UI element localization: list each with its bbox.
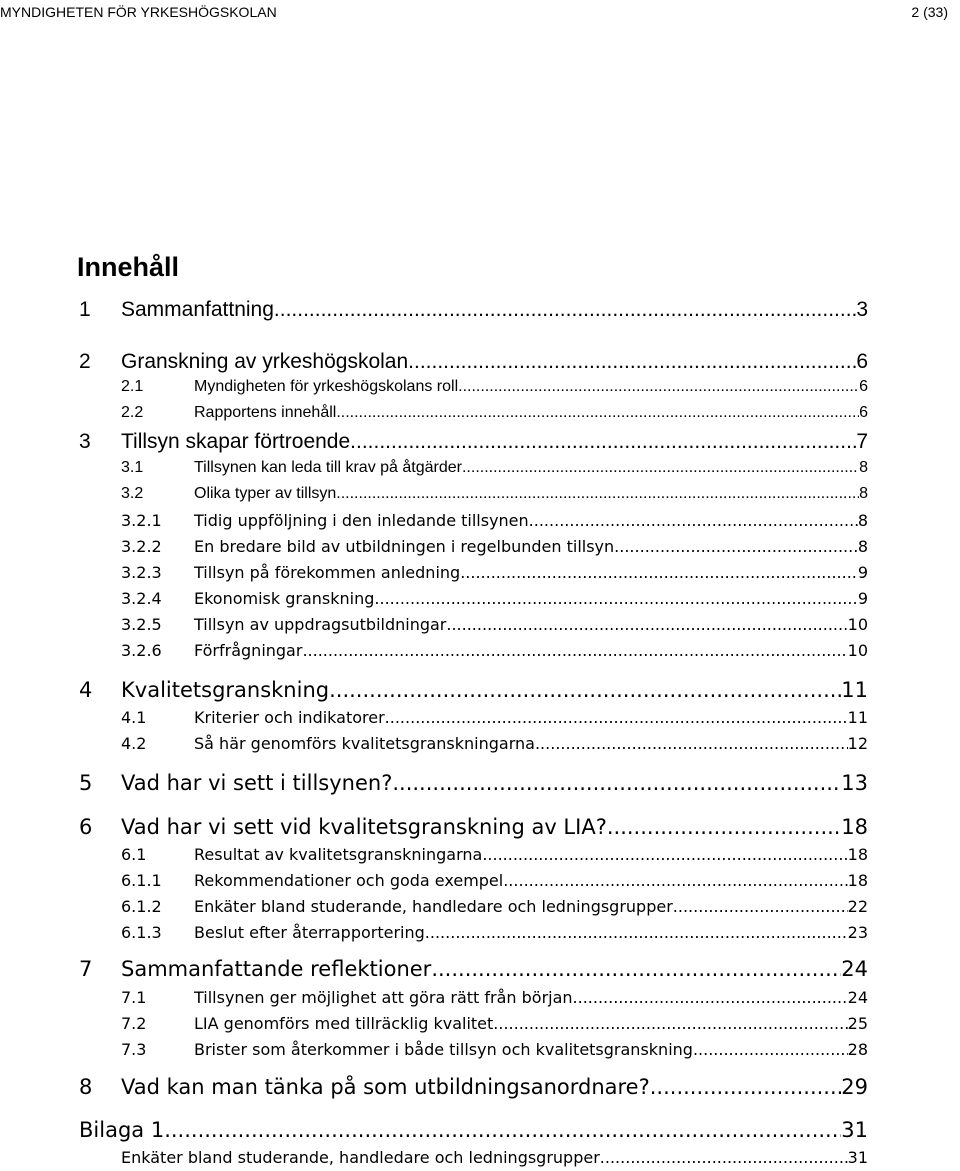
toc-entry-label: LIA genomförs med tillräcklig kvalitet: [194, 1014, 494, 1033]
toc-entry-page: 6: [859, 378, 868, 395]
toc-dot-leader: [482, 845, 847, 864]
toc-entry[interactable]: [0, 815, 960, 843]
toc-entry[interactable]: [0, 1118, 960, 1146]
toc-dot-leader: [431, 957, 841, 981]
toc-entry-page: 18: [847, 845, 868, 864]
toc-dot-leader: [600, 1148, 848, 1167]
toc-entry[interactable]: [0, 1148, 960, 1170]
toc-entry-number: 2.1: [121, 378, 144, 395]
toc-entry[interactable]: [0, 871, 960, 893]
toc-entry-page: 9: [857, 563, 868, 582]
toc-entry-number: 7: [79, 957, 93, 981]
toc-entry[interactable]: [0, 404, 960, 426]
toc-dot-leader: [446, 615, 847, 634]
toc-entry-page: 6: [856, 350, 868, 373]
toc-entry-page: 18: [847, 871, 868, 890]
toc-entry-label: Kriterier och indikatorer: [194, 708, 385, 727]
toc-dot-leader: [503, 871, 847, 890]
toc-dot-leader: [329, 678, 841, 702]
toc-entry-number: 5: [79, 771, 93, 795]
toc-entry-page: 8: [857, 511, 868, 530]
toc-entry[interactable]: [0, 563, 960, 585]
toc-entry-label: Tillsynen kan leda till krav på åtgärder: [194, 459, 462, 476]
toc-dot-leader: [460, 563, 858, 582]
toc-entry-page: 3: [856, 298, 868, 321]
toc-dot-leader: [573, 988, 848, 1007]
toc-entry[interactable]: [0, 988, 960, 1010]
toc-entry-label: Enkäter bland studerande, handledare och ledningsgrupper: [121, 1148, 600, 1167]
toc-entry[interactable]: [0, 771, 960, 799]
toc-entry-number: 1: [79, 298, 91, 321]
toc-entry-label: Förfrågningar: [194, 641, 303, 660]
toc-entry[interactable]: [0, 708, 960, 730]
toc-entry-page: 24: [841, 957, 868, 981]
toc-entry-label: Resultat av kvalitetsgranskningarna: [194, 845, 483, 864]
toc-dot-leader: [535, 734, 848, 753]
toc-entry-label: Enkäter bland studerande, handledare och ledningsgrupper: [194, 897, 673, 916]
toc-entry-number: 3: [79, 430, 91, 453]
toc-entry-number: 3.2.4: [121, 589, 162, 608]
toc-entry-page: 29: [841, 1075, 868, 1099]
toc-entry-number: 7.3: [121, 1040, 147, 1059]
toc-title: Innehåll: [77, 252, 180, 282]
toc-entry[interactable]: [0, 678, 960, 706]
toc-dot-leader: [614, 537, 858, 556]
toc-entry-page: 18: [841, 815, 868, 839]
toc-dot-leader: [458, 378, 859, 396]
toc-dot-leader: [650, 1075, 842, 1099]
toc-dot-leader: [336, 485, 859, 503]
toc-entry[interactable]: [0, 511, 960, 533]
toc-entry-page: 24: [847, 988, 868, 1007]
toc-entry-label: Sammanfattning: [121, 298, 274, 321]
toc-dot-leader: [302, 641, 847, 660]
toc-entry-label: Vad har vi sett i tillsynen?: [121, 771, 393, 795]
toc-entry-number: 7.1: [121, 988, 147, 1007]
toc-entry[interactable]: [0, 350, 960, 378]
toc-entry-number: 4.2: [121, 734, 147, 753]
toc-entry-label: Rekommendationer och goda exempel: [194, 871, 504, 890]
toc-entry-label: Vad har vi sett vid kvalitetsgranskning av LIA?: [121, 815, 607, 839]
toc-entry-label: Tillsyn på förekommen anledning: [194, 563, 461, 582]
toc-entry-number: 3.2.6: [121, 641, 162, 660]
toc-entry-label: Ekonomisk granskning: [194, 589, 375, 608]
toc-dot-leader: [607, 815, 841, 839]
toc-entry-label: Olika typer av tillsyn: [194, 485, 337, 502]
toc-entry-number: 6.1.3: [121, 923, 162, 942]
toc-entry-label: Granskning av yrkeshögskolan: [121, 350, 409, 373]
toc-entry-page: 31: [841, 1118, 868, 1142]
toc-entry[interactable]: [0, 923, 960, 945]
toc-entry-number: 6.1.1: [121, 871, 162, 890]
toc-entry-label: Vad kan man tänka på som utbildningsanordnare?: [121, 1075, 650, 1099]
toc-entry[interactable]: [0, 298, 960, 326]
toc-entry-number: 2.2: [121, 404, 144, 421]
toc-entry-page: 10: [847, 641, 868, 660]
toc-dot-leader: [385, 708, 848, 727]
toc-entry-label: Tidig uppföljning i den inledande tillsynen: [194, 511, 529, 530]
toc-entry[interactable]: [0, 1075, 960, 1103]
toc-entry[interactable]: [0, 1014, 960, 1036]
toc-entry-number: 6.1: [121, 845, 147, 864]
toc-dot-leader: [673, 897, 848, 916]
toc-entry-page: 25: [847, 1014, 868, 1033]
toc-entry-label: Beslut efter återrapportering: [194, 923, 425, 942]
toc-entry-label: Myndigheten för yrkeshögskolans roll: [194, 378, 459, 395]
toc-entry-number: 3.2.3: [121, 563, 162, 582]
toc-entry[interactable]: [0, 845, 960, 867]
toc-entry-number: 3.2.1: [121, 511, 162, 530]
toc-entry-number: 7.2: [121, 1014, 147, 1033]
toc-dot-leader: [392, 771, 841, 795]
toc-entry-page: 11: [847, 708, 868, 727]
toc-entry-number: 4: [79, 678, 93, 702]
toc-entry-number: 2: [79, 350, 91, 373]
toc-entry[interactable]: [0, 589, 960, 611]
toc-entry-number: 3.2.5: [121, 615, 162, 634]
toc-entry[interactable]: [0, 485, 960, 507]
toc-dot-leader: [374, 589, 857, 608]
toc-entry-label: Rapportens innehåll: [194, 404, 337, 421]
toc-dot-leader: [462, 459, 859, 477]
toc-entry[interactable]: [0, 459, 960, 481]
toc-entry[interactable]: [0, 378, 960, 400]
toc-dot-leader: [693, 1040, 848, 1059]
toc-entry-page: 6: [859, 404, 868, 421]
toc-entry[interactable]: [0, 641, 960, 663]
toc-entry-number: 3.2.2: [121, 537, 162, 556]
toc-dot-leader: [336, 404, 859, 422]
toc-entry-page: 28: [847, 1040, 868, 1059]
toc-entry-number: 8: [79, 1075, 93, 1099]
toc-entry[interactable]: [0, 897, 960, 919]
toc-entry[interactable]: [0, 1040, 960, 1062]
toc-entry-page: 8: [859, 485, 868, 502]
toc-entry-label: Tillsyn av uppdragsutbildningar: [194, 615, 447, 634]
running-header: [0, 4, 960, 24]
toc-entry-page: 12: [847, 734, 868, 753]
toc-dot-leader: [350, 430, 856, 454]
toc-entry-page: 22: [847, 897, 868, 916]
toc-entry-page: 9: [857, 589, 868, 608]
toc-entry-number: 3.1: [121, 459, 144, 476]
header-organization: MYNDIGHETEN FÖR YRKESHÖGSKOLAN: [0, 4, 277, 20]
toc-dot-leader: [274, 298, 856, 322]
toc-dot-leader: [408, 350, 856, 374]
toc-entry-page: 7: [856, 430, 868, 453]
toc-entry[interactable]: [0, 957, 960, 985]
toc-dot-leader: [164, 1118, 841, 1142]
toc-entry[interactable]: [0, 537, 960, 559]
toc-entry-label: Så här genomförs kvalitetsgranskningarna: [194, 734, 535, 753]
toc-entry[interactable]: [0, 615, 960, 637]
toc-entry-number: 3.2: [121, 485, 144, 502]
toc-entry-number: 6.1.2: [121, 897, 162, 916]
toc-entry-page: 13: [841, 771, 868, 795]
toc-entry-page: 8: [859, 459, 868, 476]
toc-entry[interactable]: [0, 734, 960, 756]
toc-entry-page: 31: [847, 1148, 868, 1167]
toc-entry-page: 8: [857, 537, 868, 556]
toc-entry-label: Sammanfattande reflektioner: [121, 957, 432, 981]
toc-entry-number: 4.1: [121, 708, 147, 727]
header-page-number: 2 (33): [911, 4, 948, 20]
toc-dot-leader: [493, 1014, 847, 1033]
toc-entry-label: Bilaga 1: [79, 1118, 165, 1142]
toc-entry-label: Tillsynen ger möjlighet att göra rätt från början: [194, 988, 573, 1007]
toc-entry-label: Kvalitetsgranskning: [121, 678, 330, 702]
toc-entry-label: En bredare bild av utbildningen i regelbunden tillsyn: [194, 537, 615, 556]
toc-entry-page: 23: [847, 923, 868, 942]
toc-dot-leader: [425, 923, 848, 942]
toc-dot-leader: [529, 511, 858, 530]
toc-entry[interactable]: [0, 430, 960, 458]
toc-entry-label: Brister som återkommer i både tillsyn och kvalitetsgranskning: [194, 1040, 693, 1059]
toc-entry-page: 10: [847, 615, 868, 634]
toc-entry-page: 11: [841, 678, 868, 702]
toc-entry-label: Tillsyn skapar förtroende: [121, 430, 351, 453]
toc-entry-number: 6: [79, 815, 93, 839]
